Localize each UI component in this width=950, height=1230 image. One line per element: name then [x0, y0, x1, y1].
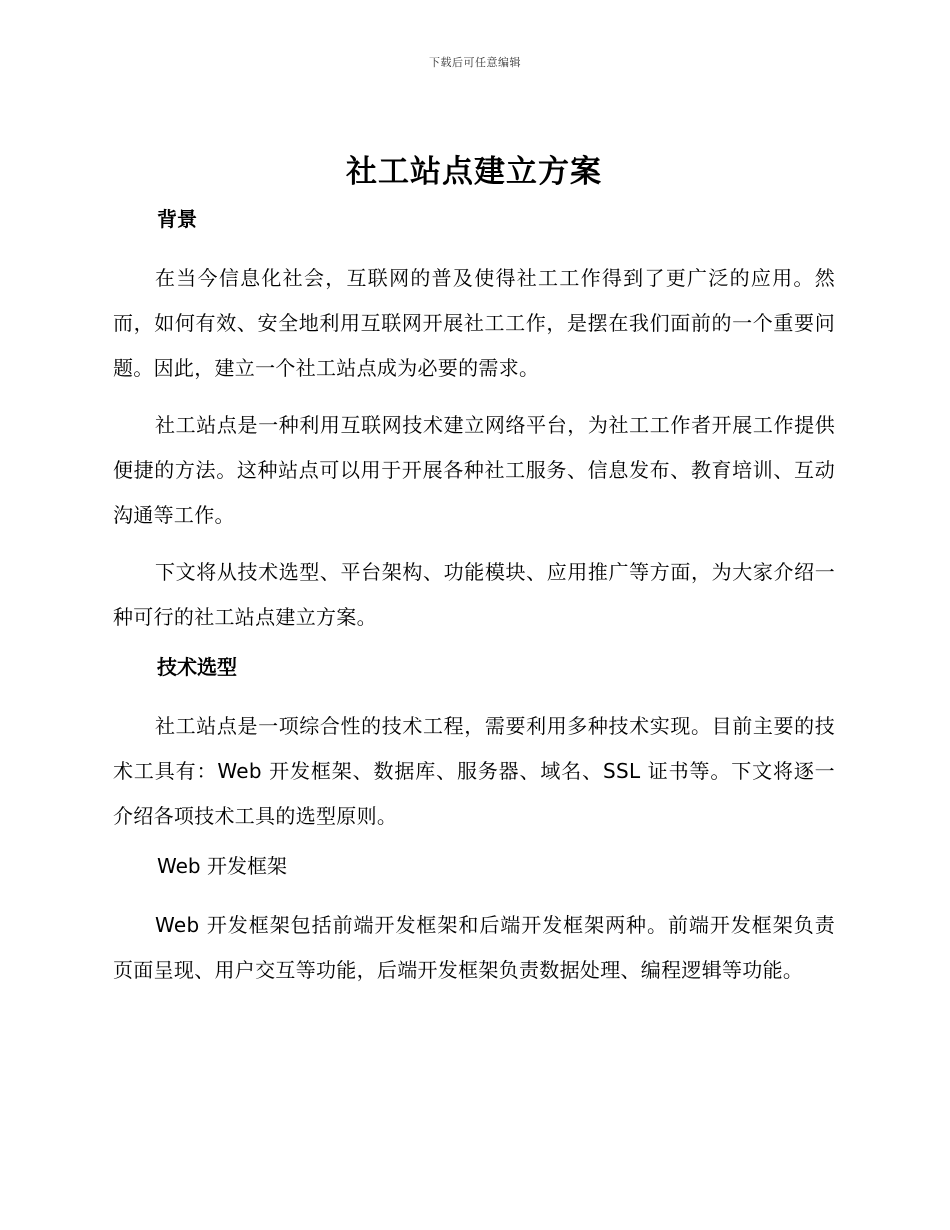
section-heading-background: 背景: [157, 207, 197, 231]
paragraph-background-2: 社工站点是一种利用互联网技术建立网络平台，为社工工作者开展工作提供便捷的方法。这种站点可以用于开展各种社工服务、信息发布、教育培训、互动沟通等工作。: [113, 413, 835, 527]
paragraph-background-3: 下文将从技术选型、平台架构、功能模块、应用推广等方面，为大家介绍一种可行的社工站点建立方案。: [113, 560, 835, 629]
paragraph-web-framework-1: Web 开发框架包括前端开发框架和后端开发框架两种。前端开发框架负责页面呈现、用户交互等功能，后端开发框架负责数据处理、编程逻辑等功能。: [113, 913, 835, 982]
paragraph-tech-selection-1: 社工站点是一项综合性的技术工程，需要利用多种技术实现。目前主要的技术工具有：Web 开发框架、数据库、服务器、域名、SSL 证书等。下文将逐一介绍各项技术工具的选型原则。: [113, 714, 835, 828]
section-heading-tech-selection: 技术选型: [157, 655, 237, 679]
document-title: 社工站点建立方案: [346, 154, 602, 190]
paragraph-background-1: 在当今信息化社会，互联网的普及使得社工工作得到了更广泛的应用。然而，如何有效、安全地利用互联网开展社工工作，是摆在我们面前的一个重要问题。因此，建立一个社工站点成为必要的需求。: [113, 266, 835, 380]
header-note: 下载后可任意编辑: [429, 56, 521, 69]
document-body: [113, 148, 835, 993]
section-heading-web-framework: Web 开发框架: [157, 854, 287, 878]
